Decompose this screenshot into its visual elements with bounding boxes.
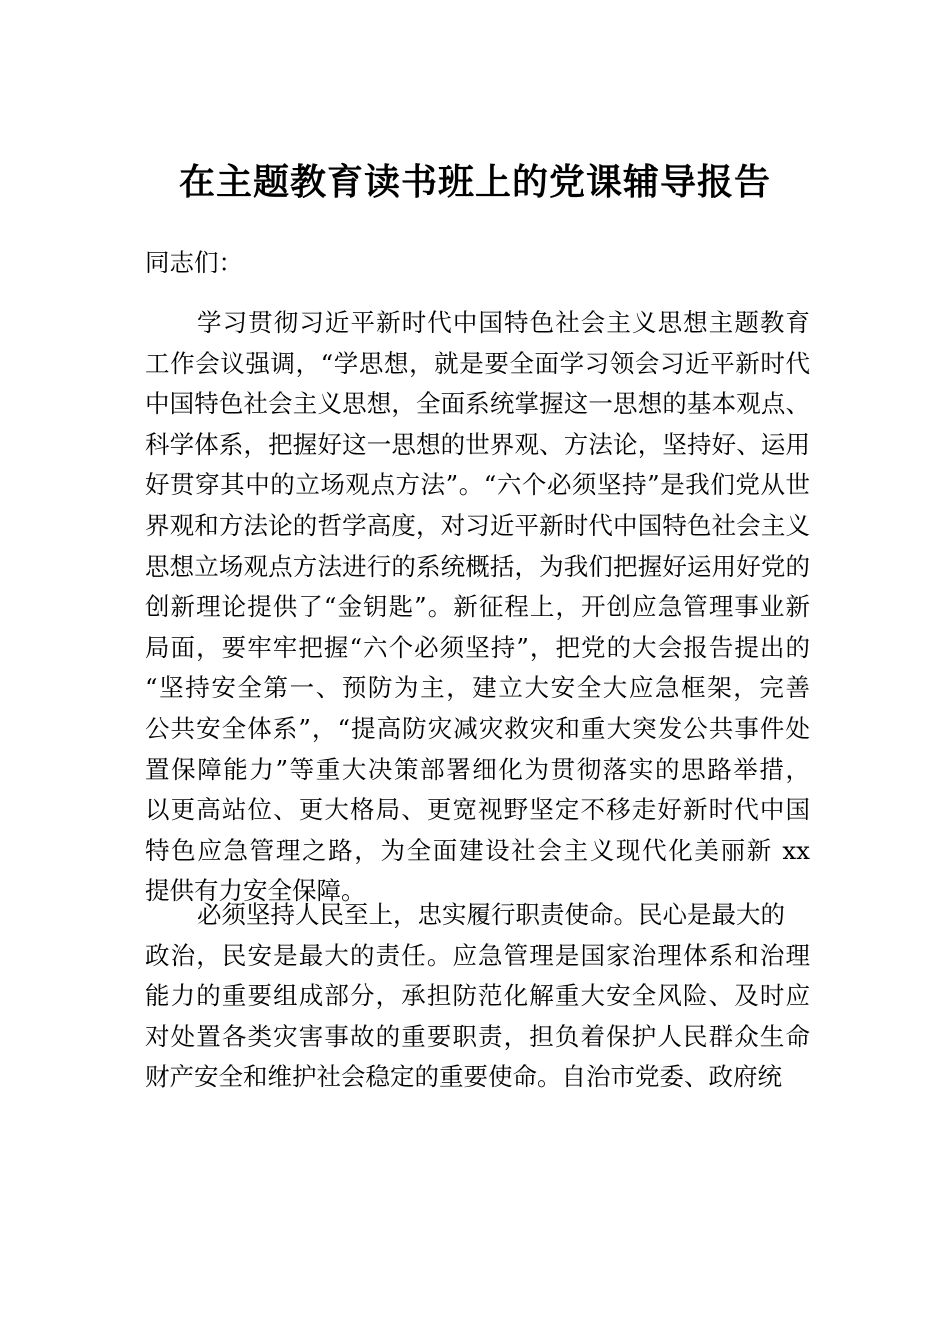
paragraph-1-line: 局面，要牢牢把握“六个必须坚持”，把党的大会报告提出的: [145, 632, 810, 662]
paragraph-2-line: 财产安全和维护社会稳定的重要使命。自治市党委、政府统: [145, 1062, 782, 1092]
paragraph-1-line: 学习贯彻习近平新时代中国特色社会主义思想主题教育: [197, 308, 810, 337]
paragraph-2-line: 必须坚持人民至上，忠实履行职责使命。民心是最大的: [197, 900, 785, 929]
paragraph-1-line: 公共安全体系”，“提高防灾减灾救灾和重大突发公共事件处: [145, 713, 810, 743]
paragraph-2-line: 政治，民安是最大的责任。应急管理是国家治理体系和治理: [145, 940, 810, 970]
paragraph-2-line: 能力的重要组成部分，承担防范化解重大安全风险、及时应: [145, 981, 810, 1011]
salutation: [145, 243, 810, 284]
paragraph-1-line: 工作会议强调，“学思想，就是要全面学习领会习近平新时代: [145, 348, 810, 378]
salutation-text: 同志们：: [145, 248, 243, 277]
paragraph-1-line: 界观和方法论的哲学高度，对习近平新时代中国特色社会主义: [145, 510, 810, 540]
paragraph-1-line: 创新理论提供了“金钥匙”。新征程上，开创应急管理事业新: [145, 592, 810, 622]
paragraph-2: [145, 895, 810, 1098]
paragraph-1-line: 思想立场观点方法进行的系统概括，为我们把握好运用好党的: [145, 551, 810, 581]
paragraph-1-line: 置保障能力”等重大决策部署细化为贯彻落实的思路举措，: [145, 754, 810, 784]
paragraph-1: [145, 303, 810, 912]
paragraph-2-line: 对处置各类灾害事故的重要职责，担负着保护人民群众生命: [145, 1021, 810, 1051]
paragraph-1-line: 中国特色社会主义思想，全面系统掌握这一思想的基本观点、: [145, 389, 810, 419]
document-title: 在主题教育读书班上的党课辅导报告: [178, 161, 771, 203]
paragraph-1-line: 以更高站位、更大格局、更宽视野坚定不移走好新时代中国: [145, 795, 810, 825]
paragraph-1-line: 提供有力安全保障。: [145, 876, 366, 906]
paragraph-1-line: 特色应急管理之路，为全面建设社会主义现代化美丽新 xx: [145, 835, 810, 865]
paragraph-1-line: 好贯穿其中的立场观点方法”。“六个必须坚持”是我们党从世: [145, 470, 810, 500]
paragraph-1-line: 科学体系，把握好这一思想的世界观、方法论，坚持好、运用: [145, 429, 810, 459]
paragraph-1-line: “坚持安全第一、预防为主，建立大安全大应急框架，完善: [145, 673, 810, 703]
